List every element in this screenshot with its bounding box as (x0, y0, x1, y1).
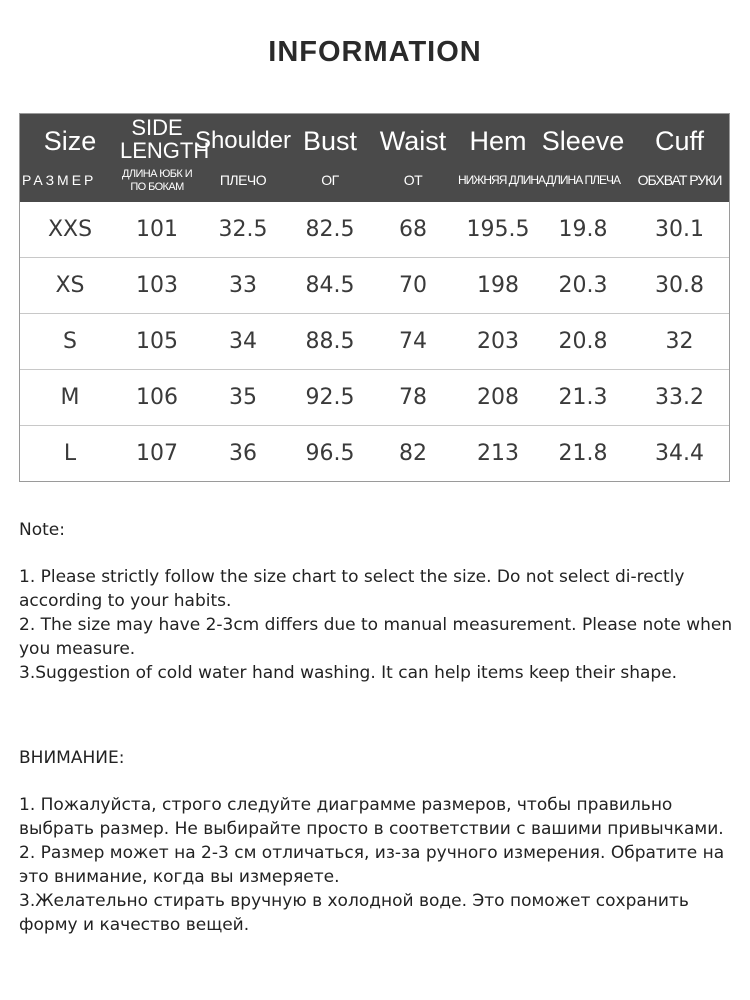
table-cell: 21.8 (558, 441, 608, 466)
header-label-ru: ПЛЕЧО (219, 172, 267, 188)
table-cell: 78 (399, 385, 427, 410)
table-cell: 88.5 (305, 329, 355, 354)
table-cell: 208 (477, 385, 519, 410)
table-cell: 30.1 (655, 217, 704, 242)
table-cell: 198 (477, 273, 519, 298)
header-label-ru: ОТ (403, 172, 423, 188)
header-label-en: Cuff (654, 126, 705, 156)
header-label-ru: ОГ (321, 172, 339, 188)
table-row (20, 425, 729, 481)
table-cell: 20.3 (558, 273, 608, 298)
table-cell: 33.2 (655, 385, 704, 410)
table-cell: 82 (399, 441, 427, 466)
header-label-en: Sleeve (541, 126, 625, 156)
header-shoulder (194, 114, 292, 202)
table-cell: 34.4 (655, 441, 704, 466)
header-label-en: Shoulder (194, 127, 292, 154)
table-cell: 32.5 (218, 217, 268, 242)
note-item: 2. Размер может на 2-3 см отличаться, из-за ручного измерения. Обратите на это внимание, когда вы измеряете. (19, 843, 725, 887)
header-sleeve (538, 114, 628, 202)
header-label-en: Hem (469, 126, 527, 156)
table-cell: 195.5 (466, 217, 530, 242)
note-heading: ВНИМАНИЕ: (19, 748, 125, 768)
header-label-en: Bust (302, 126, 358, 156)
header-label-ru: РАЗМЕР (22, 172, 97, 188)
table-cell: 36 (229, 441, 257, 466)
table-cell: 74 (399, 329, 427, 354)
table-cell: 21.3 (558, 385, 608, 410)
table-cell: 203 (477, 329, 519, 354)
header-label-ru: НИЖНЯЯ ДЛИНА (458, 173, 545, 187)
header-bust (292, 114, 368, 202)
header-label-en: SIDE LENGTH (120, 115, 210, 163)
header-label-ru: ОБХВАТ РУКИ (637, 172, 722, 188)
table-row (20, 369, 729, 425)
header-side-length (120, 114, 210, 202)
header-cuff (628, 114, 731, 202)
table-cell: 92.5 (305, 385, 355, 410)
note-russian (19, 746, 734, 937)
table-cell: 213 (477, 441, 519, 466)
note-item: 3.Suggestion of cold water hand washing. It can help items keep their shape. (19, 663, 678, 683)
table-header-row (20, 114, 729, 202)
note-english (19, 518, 734, 685)
table-cell: 82.5 (305, 217, 355, 242)
header-label-ru: ДЛИНА ЮБК И ПО БОКАМ (121, 168, 192, 193)
table-row (20, 202, 729, 257)
table-cell: 35 (229, 385, 257, 410)
table-cell: 106 (136, 385, 178, 410)
table-cell: 19.8 (558, 217, 608, 242)
table-cell: 101 (136, 217, 178, 242)
table-cell: 103 (136, 273, 178, 298)
note-item: 3.Желательно стирать вручную в холодной воде. Это поможет сохранить форму и качество вещей. (19, 891, 689, 935)
table-row (20, 313, 729, 369)
note-item: 1. Please strictly follow the size chart to select the size. Do not select di-rectly according to your habits. (19, 567, 685, 611)
table-cell: 33 (229, 273, 257, 298)
table-cell: 32 (665, 329, 694, 354)
header-label-en: Waist (379, 126, 447, 156)
table-cell: 68 (399, 217, 427, 242)
table-cell: 105 (136, 329, 178, 354)
note-item: 1. Пожалуйста, строго следуйте диаграмме размеров, чтобы правильно выбрать размер. Не выбирайте просто в соответствии с вашими привычками. (19, 795, 724, 839)
table-cell: 84.5 (305, 273, 355, 298)
table-cell: M (60, 385, 80, 410)
table-cell: 34 (229, 329, 257, 354)
table-row (20, 257, 729, 313)
note-item: 2. The size may have 2-3cm differs due to manual measurement. Please note when you measure. (19, 615, 733, 659)
table-cell: 30.8 (655, 273, 704, 298)
header-size (20, 114, 120, 202)
note-heading: Note: (19, 520, 65, 540)
header-label-en: Size (43, 126, 97, 156)
table-cell: 20.8 (558, 329, 608, 354)
table-cell: S (63, 329, 77, 354)
table-cell: XS (55, 273, 85, 298)
header-waist (368, 114, 458, 202)
header-hem (458, 114, 545, 202)
table-cell: XXS (47, 217, 93, 242)
size-chart-table (19, 113, 730, 482)
table-cell: L (63, 441, 77, 466)
page-title: INFORMATION (268, 36, 482, 68)
table-cell: 70 (399, 273, 427, 298)
header-label-ru: ДЛИНА ПЛЕЧА (545, 173, 621, 187)
table-body (20, 202, 729, 481)
table-cell: 107 (136, 441, 178, 466)
table-cell: 96.5 (305, 441, 355, 466)
